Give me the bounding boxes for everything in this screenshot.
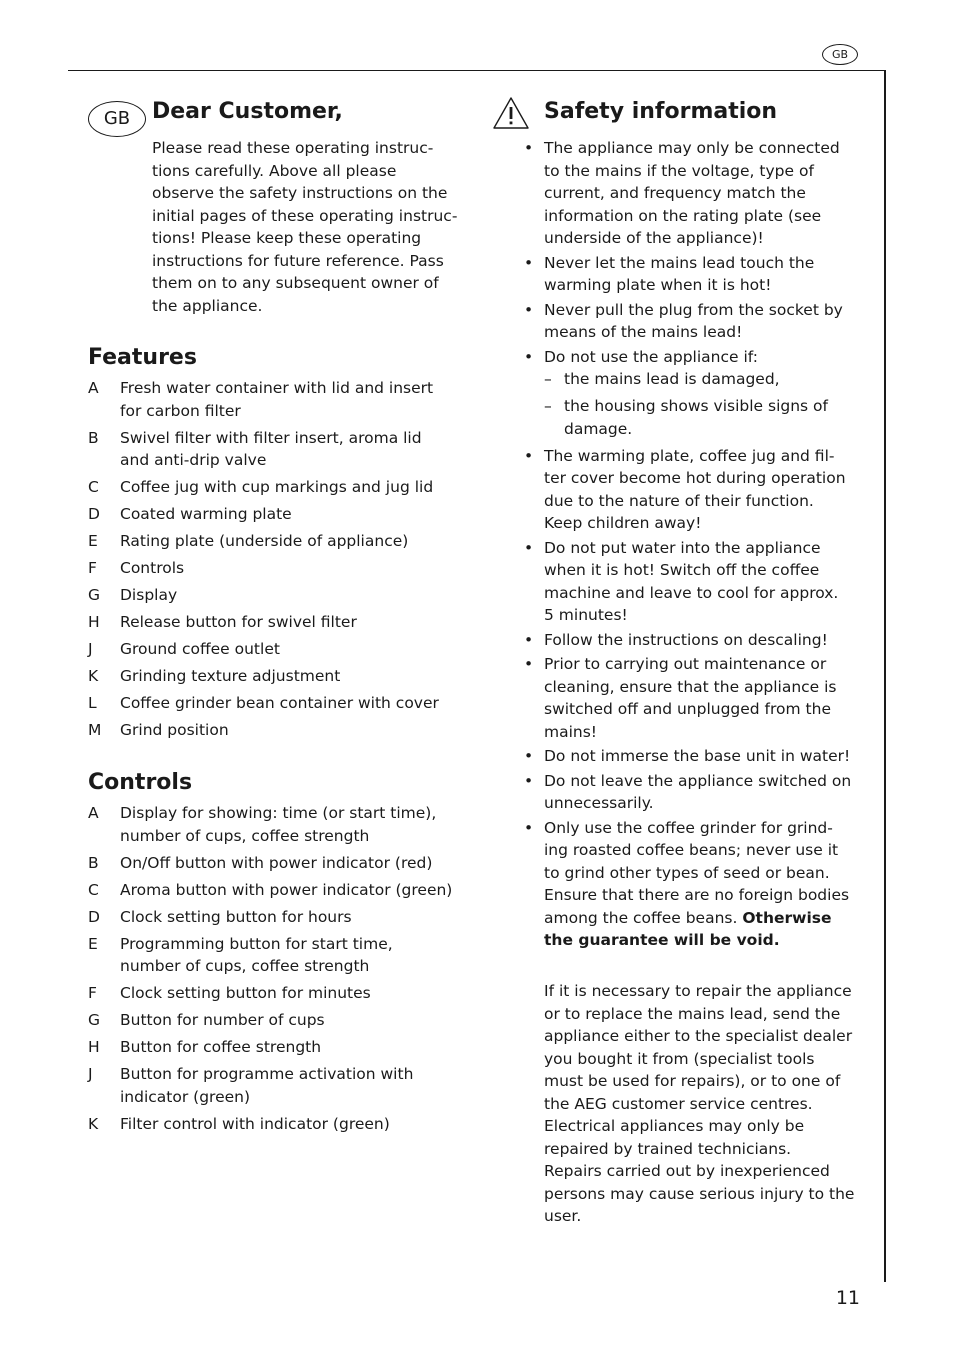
item-line: number of cups, coffee strength bbox=[120, 957, 370, 975]
item-key: K bbox=[88, 667, 99, 685]
repair-paragraph bbox=[544, 980, 874, 1228]
safety-item bbox=[524, 745, 869, 768]
item-text bbox=[120, 503, 473, 526]
list-item bbox=[88, 427, 473, 472]
safety-sublist bbox=[544, 368, 869, 440]
safety-subline: the housing shows visible signs of bbox=[564, 397, 828, 415]
safety-line: underside of the appliance)! bbox=[544, 229, 764, 247]
safety-item bbox=[524, 770, 869, 815]
item-line: Button for programme activation with bbox=[120, 1065, 414, 1083]
item-line: and anti-drip valve bbox=[120, 451, 267, 469]
safety-line: Only use the coffee grinder for grind- bbox=[544, 818, 833, 837]
safety-line: Never let the mains lead touch the bbox=[544, 253, 815, 272]
list-item bbox=[88, 1113, 473, 1136]
dash-icon: – bbox=[544, 370, 552, 388]
safety-list bbox=[524, 137, 869, 954]
item-line: Aroma button with power indicator (green) bbox=[120, 880, 453, 899]
safety-line: warming plate when it is hot! bbox=[544, 276, 772, 294]
item-key: F bbox=[88, 984, 97, 1002]
item-line: Grind position bbox=[120, 721, 229, 739]
list-item bbox=[88, 557, 473, 580]
item-line: Programming button for start time, bbox=[120, 934, 393, 953]
item-text bbox=[120, 719, 473, 742]
item-key: B bbox=[88, 428, 99, 447]
list-item bbox=[88, 879, 473, 902]
item-line: Coated warming plate bbox=[120, 505, 292, 523]
item-line: Clock setting button for minutes bbox=[120, 984, 371, 1002]
bullet-icon: • bbox=[524, 347, 534, 366]
safety-line: Do not immerse the base unit in water! bbox=[544, 747, 851, 765]
safety-subline: damage. bbox=[564, 419, 633, 438]
language-badge-intro: GB bbox=[88, 101, 146, 137]
safety-line: Follow the instructions on descaling! bbox=[544, 630, 828, 649]
safety-item bbox=[524, 817, 869, 952]
item-line: Clock setting button for hours bbox=[120, 907, 352, 926]
safety-line: Do not leave the appliance switched on bbox=[544, 771, 852, 790]
safety-line: switched off and unplugged from the bbox=[544, 700, 831, 718]
item-text bbox=[120, 1009, 473, 1032]
item-key: E bbox=[88, 532, 98, 550]
warning-icon bbox=[492, 96, 530, 130]
bullet-icon: • bbox=[524, 747, 534, 765]
item-text bbox=[120, 1113, 473, 1136]
list-item bbox=[88, 584, 473, 607]
bullet-icon: • bbox=[524, 771, 534, 790]
safety-line: unnecessarily. bbox=[544, 794, 654, 812]
safety-line: when it is hot! Switch off the coffee bbox=[544, 561, 820, 579]
safety-line: current, and frequency match the bbox=[544, 184, 806, 202]
item-text bbox=[120, 879, 473, 902]
safety-item bbox=[524, 252, 869, 297]
intro-paragraph bbox=[152, 137, 482, 317]
safety-line: The warming plate, coffee jug and fil- bbox=[544, 446, 835, 465]
bullet-icon: • bbox=[524, 253, 534, 272]
intro-line: Please read these operating instruc- bbox=[152, 139, 434, 157]
controls-title: Controls bbox=[88, 770, 193, 795]
intro-line: the appliance. bbox=[152, 296, 263, 315]
list-item bbox=[88, 1009, 473, 1032]
safety-line: Never pull the plug from the socket by bbox=[544, 300, 843, 319]
item-line: for carbon filter bbox=[120, 401, 241, 420]
item-line: Release button for swivel filter bbox=[120, 613, 357, 631]
intro-line: observe the safety instructions on the bbox=[152, 184, 448, 202]
item-text bbox=[120, 377, 473, 422]
item-line: Display bbox=[120, 586, 178, 604]
item-text bbox=[120, 692, 473, 715]
page-number: 11 bbox=[835, 1287, 860, 1309]
repair-line: Repairs carried out by inexperienced bbox=[544, 1162, 830, 1180]
features-title: Features bbox=[88, 345, 197, 370]
repair-line: persons may cause serious injury to the bbox=[544, 1184, 855, 1203]
item-text bbox=[120, 906, 473, 929]
list-item bbox=[88, 906, 473, 929]
safety-item bbox=[524, 537, 869, 627]
repair-line: must be used for repairs), or to one of bbox=[544, 1072, 841, 1090]
list-item bbox=[88, 852, 473, 875]
repair-line: you bought it from (specialist tools bbox=[544, 1049, 815, 1068]
safety-item bbox=[524, 299, 869, 344]
safety-line: ter cover become hot during operation bbox=[544, 469, 846, 487]
item-text bbox=[120, 584, 473, 607]
safety-line: Keep children away! bbox=[544, 514, 702, 532]
repair-line: If it is necessary to repair the appliance bbox=[544, 982, 852, 1000]
safety-item bbox=[524, 445, 869, 535]
repair-line: Electrical appliances may only be bbox=[544, 1117, 805, 1135]
list-item bbox=[88, 933, 473, 978]
safety-line: ing roasted coffee beans; never use it bbox=[544, 841, 839, 859]
item-key: G bbox=[88, 1011, 101, 1029]
safety-line: Ensure that there are no foreign bodies bbox=[544, 886, 850, 904]
item-key: G bbox=[88, 586, 101, 604]
item-text bbox=[120, 638, 473, 661]
safety-item bbox=[524, 137, 869, 250]
safety-line: means of the mains lead! bbox=[544, 323, 743, 341]
item-text bbox=[120, 611, 473, 634]
safety-line: to the mains if the voltage, type of bbox=[544, 161, 814, 180]
safety-subline: the mains lead is damaged, bbox=[564, 370, 780, 388]
list-item bbox=[88, 476, 473, 499]
safety-line bbox=[544, 929, 869, 952]
bullet-icon: • bbox=[524, 139, 534, 157]
dash-icon: – bbox=[544, 397, 552, 415]
list-item bbox=[88, 665, 473, 688]
item-text bbox=[120, 982, 473, 1005]
bullet-icon: • bbox=[524, 630, 534, 649]
intro-line: initial pages of these operating instruc- bbox=[152, 206, 458, 225]
bullet-icon: • bbox=[524, 655, 534, 673]
item-key: J bbox=[88, 1065, 93, 1083]
bullet-icon: • bbox=[524, 446, 534, 465]
item-text bbox=[120, 1036, 473, 1059]
item-key: A bbox=[88, 379, 99, 397]
item-text bbox=[120, 802, 473, 847]
item-text bbox=[120, 557, 473, 580]
safety-subitem bbox=[544, 368, 869, 391]
intro-line: them on to any subsequent owner of bbox=[152, 274, 439, 292]
item-text bbox=[120, 530, 473, 553]
safety-line: due to the nature of their function. bbox=[544, 491, 814, 510]
item-text bbox=[120, 1063, 473, 1108]
item-key: J bbox=[88, 640, 93, 658]
item-line: number of cups, coffee strength bbox=[120, 826, 370, 845]
intro-line: instructions for future reference. Pass bbox=[152, 251, 444, 270]
list-item bbox=[88, 503, 473, 526]
list-item bbox=[88, 802, 473, 847]
safety-line: to grind other types of seed or bean. bbox=[544, 863, 830, 882]
item-key: M bbox=[88, 721, 102, 739]
item-text bbox=[120, 665, 473, 688]
item-line: Fresh water container with lid and insert bbox=[120, 379, 434, 397]
item-line: Filter control with indicator (green) bbox=[120, 1114, 390, 1133]
bullet-icon: • bbox=[524, 300, 534, 319]
bullet-icon: • bbox=[524, 538, 534, 557]
list-item bbox=[88, 1036, 473, 1059]
safety-line: among the coffee beans. Otherwise bbox=[544, 908, 832, 927]
intro-line: tions carefully. Above all please bbox=[152, 161, 397, 180]
item-line: Grinding texture adjustment bbox=[120, 667, 341, 685]
item-line: Button for number of cups bbox=[120, 1011, 325, 1029]
item-key: K bbox=[88, 1114, 99, 1133]
item-line: Display for showing: time (or start time), bbox=[120, 804, 437, 822]
repair-line: user. bbox=[544, 1207, 582, 1225]
item-line: On/Off button with power indicator (red) bbox=[120, 853, 433, 872]
item-line: Swivel filter with filter insert, aroma lid bbox=[120, 428, 422, 447]
safety-bold-text: the guarantee will be void. bbox=[544, 931, 780, 949]
bullet-icon: • bbox=[524, 818, 534, 837]
item-key: A bbox=[88, 804, 99, 822]
safety-line: Do not use the appliance if: bbox=[544, 347, 758, 366]
repair-line: repaired by trained technicians. bbox=[544, 1139, 792, 1158]
controls-list bbox=[88, 802, 473, 1140]
safety-line: machine and leave to cool for approx. bbox=[544, 583, 839, 602]
list-item bbox=[88, 692, 473, 715]
list-item bbox=[88, 719, 473, 742]
list-item bbox=[88, 611, 473, 634]
list-item bbox=[88, 377, 473, 422]
item-key: D bbox=[88, 907, 100, 926]
item-key: D bbox=[88, 505, 100, 523]
top-rule bbox=[68, 70, 886, 71]
item-key: C bbox=[88, 478, 99, 496]
item-line: indicator (green) bbox=[120, 1087, 251, 1106]
safety-line: Do not put water into the appliance bbox=[544, 538, 821, 557]
item-line: Button for coffee strength bbox=[120, 1038, 322, 1056]
item-text bbox=[120, 852, 473, 875]
safety-subitem bbox=[544, 395, 869, 440]
safety-line: cleaning, ensure that the appliance is bbox=[544, 677, 837, 696]
safety-line: information on the rating plate (see bbox=[544, 206, 822, 225]
features-list bbox=[88, 377, 473, 746]
safety-line: Prior to carrying out maintenance or bbox=[544, 655, 827, 673]
safety-line: 5 minutes! bbox=[544, 606, 628, 624]
repair-line: or to replace the mains lead, send the bbox=[544, 1004, 841, 1023]
item-key: F bbox=[88, 559, 97, 577]
language-badge-header: GB bbox=[822, 44, 858, 65]
repair-line: appliance either to the specialist dealer bbox=[544, 1027, 853, 1045]
safety-title: Safety information bbox=[544, 99, 778, 124]
item-key: H bbox=[88, 613, 100, 631]
item-key: H bbox=[88, 1038, 100, 1056]
right-rule bbox=[884, 70, 886, 1282]
item-text bbox=[120, 476, 473, 499]
item-key: L bbox=[88, 694, 97, 712]
intro-title: Dear Customer, bbox=[152, 99, 343, 124]
item-text bbox=[120, 933, 473, 978]
safety-bold-text: Otherwise bbox=[742, 908, 832, 927]
item-line: Ground coffee outlet bbox=[120, 640, 280, 658]
list-item bbox=[88, 982, 473, 1005]
item-key: C bbox=[88, 880, 99, 899]
list-item bbox=[88, 530, 473, 553]
safety-item bbox=[524, 346, 869, 441]
item-line: Coffee jug with cup markings and jug lid bbox=[120, 478, 434, 496]
item-line: Rating plate (underside of appliance) bbox=[120, 532, 409, 550]
item-key: B bbox=[88, 853, 99, 872]
item-key: E bbox=[88, 934, 98, 953]
safety-item bbox=[524, 653, 869, 743]
item-line: Controls bbox=[120, 559, 185, 577]
item-text bbox=[120, 427, 473, 472]
item-line: Coffee grinder bean container with cover bbox=[120, 694, 439, 712]
safety-line: The appliance may only be connected bbox=[544, 139, 840, 157]
safety-line: mains! bbox=[544, 722, 598, 741]
list-item bbox=[88, 638, 473, 661]
safety-item bbox=[524, 629, 869, 652]
intro-line: tions! Please keep these operating bbox=[152, 229, 422, 247]
repair-line: the AEG customer service centres. bbox=[544, 1094, 813, 1113]
list-item bbox=[88, 1063, 473, 1108]
